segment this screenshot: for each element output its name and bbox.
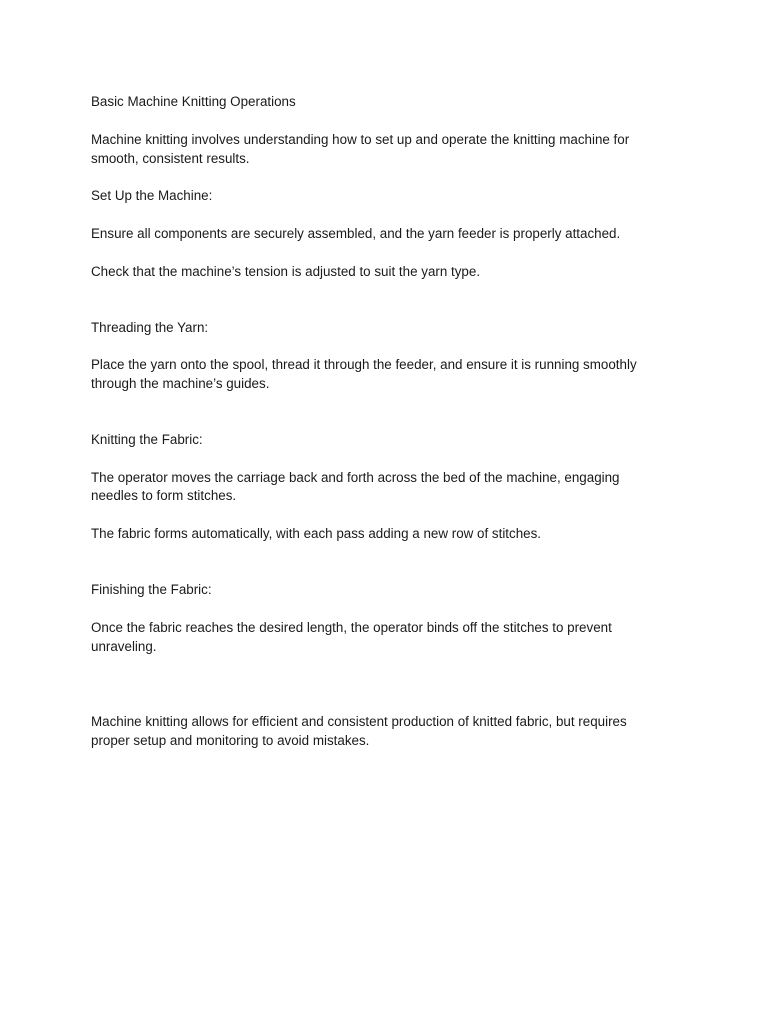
knitting-paragraph-2: The fabric forms automatically, with each pass adding a new row of stitches. (91, 526, 542, 541)
knitting-heading: Knitting the Fabric: (91, 432, 203, 447)
knitting-line-2: needles to form stitches. (91, 488, 237, 503)
finishing-heading: Finishing the Fabric: (91, 582, 212, 597)
setup-paragraph-2: Check that the machine’s tension is adjusted to suit the yarn type. (91, 264, 481, 279)
conclusion-line-1: Machine knitting allows for efficient and consistent production of knitted fabric, but requires (91, 714, 627, 729)
finishing-line-1: Once the fabric reaches the desired length, the operator binds off the stitches to prevent (91, 620, 612, 635)
setup-paragraph-1: Ensure all components are securely assembled, and the yarn feeder is properly attached. (91, 226, 621, 241)
conclusion-line-2: proper setup and monitoring to avoid mistakes. (91, 733, 370, 748)
document-title: Basic Machine Knitting Operations (91, 94, 296, 109)
knitting-line-1: The operator moves the carriage back and forth across the bed of the machine, engaging (91, 470, 620, 485)
threading-line-2: through the machine’s guides. (91, 376, 270, 391)
threading-heading: Threading the Yarn: (91, 320, 209, 335)
threading-line-1: Place the yarn onto the spool, thread it through the feeder, and ensure it is running smoothly (91, 357, 637, 372)
intro-line-2: smooth, consistent results. (91, 151, 250, 166)
finishing-line-2: unraveling. (91, 639, 157, 654)
intro-line-1: Machine knitting involves understanding how to set up and operate the knitting machine for (91, 132, 630, 147)
setup-heading: Set Up the Machine: (91, 188, 213, 203)
